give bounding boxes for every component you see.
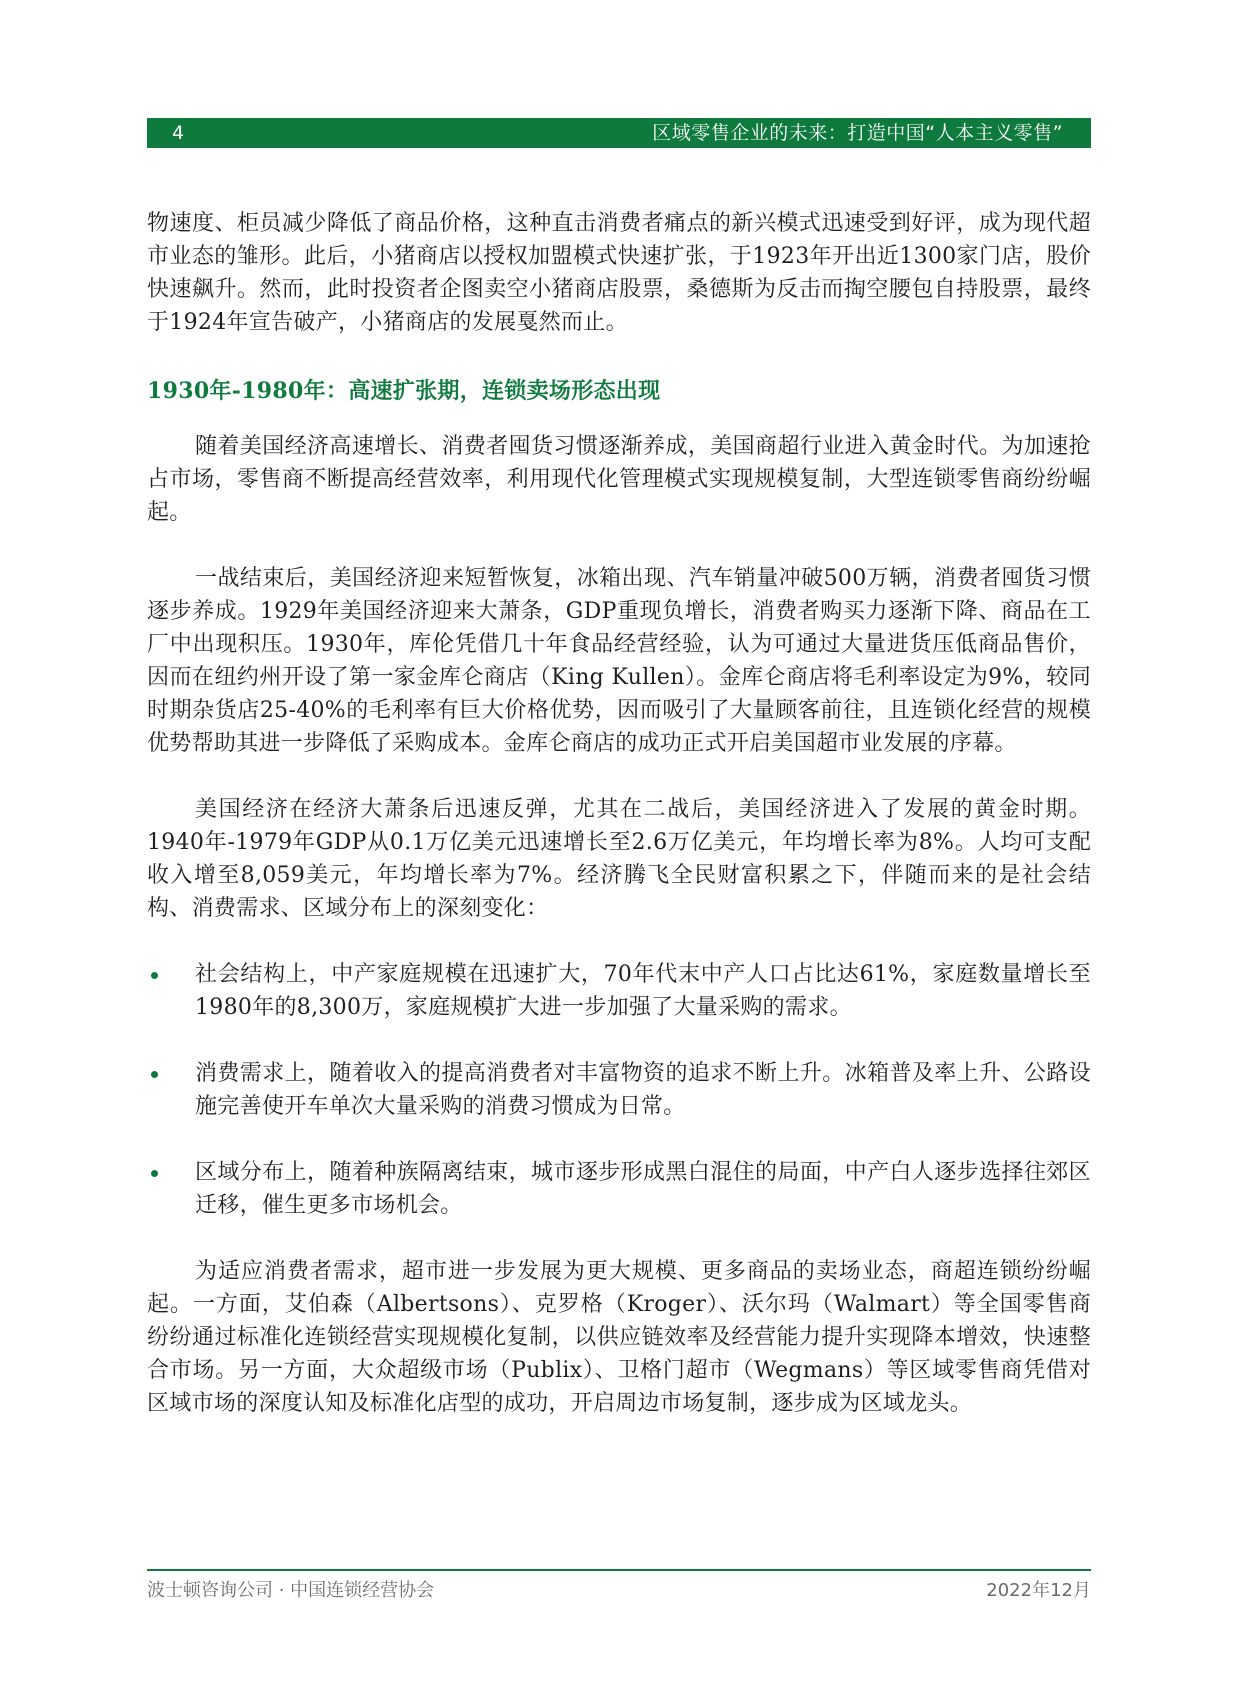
footer-divider [147, 1569, 1091, 1571]
document-title: 区域零售企业的未来：打造中国“人本主义零售” [652, 122, 1063, 144]
bullet-item-regional-distribution [147, 1156, 1091, 1222]
page-footer [147, 1576, 1091, 1606]
bullet-item-social-structure [147, 958, 1091, 1024]
bullet-list [147, 958, 1091, 1222]
paragraph-3: 美国经济在经济大萧条后迅速反弹，尤其在二战后，美国经济进入了发展的黄金时期。1940年-1979年GDP从0.1万亿美元迅速增长至2.6万亿美元，年均增长率为8%。人均可支配收入增至8,059美元，年均增长率为7%。经济腾飞全民财富积累之下，伴随而来的是社会结构、消费需求、区域分布上的深刻变化： [147, 797, 1091, 921]
bullet-item-consumer-demand [147, 1057, 1091, 1123]
page-header-bar [147, 118, 1091, 148]
paragraph-4: 为适应消费者需求，超市进一步发展为更大规模、更多商品的卖场业态，商超连锁纷纷崛起。一方面，艾伯森（Albertsons）、克罗格（Kroger）、沃尔玛（Walmart）等全国零售商纷纷通过标准化连锁经营实现规模化复制，以供应链效率及经营能力提升实现降本增效，快速整合市场。另一方面，大众超级市场（Publix）、卫格门超市（Wegmans）等区域零售商凭借对区域市场的深度认知及标准化店型的成功，开启周边市场复制，逐步成为区域龙头。 [147, 1259, 1091, 1416]
footer-date: 2022年12月 [986, 1580, 1091, 1601]
page-number: 4 [172, 122, 185, 144]
section-heading: 1930年-1980年：高速扩张期，连锁卖场形态出现 [147, 378, 661, 404]
bullet-text: 区域分布上，随着种族隔离结束，城市逐步形成黑白混住的局面，中产白人逐步选择往郊区迁移，催生更多市场机会。 [195, 1160, 1091, 1218]
bullet-dot-icon [151, 1071, 158, 1078]
main-content [147, 207, 1091, 1420]
bullet-text: 消费需求上，随着收入的提高消费者对丰富物资的追求不断上升。冰箱普及率上升、公路设施完善使开车单次大量采购的消费习惯成为日常。 [195, 1061, 1091, 1119]
continuation-paragraph: 物速度、柜员减少降低了商品价格，这种直击消费者痛点的新兴模式迅速受到好评，成为现代超市业态的雏形。此后，小猪商店以授权加盟模式快速扩张，于1923年开出近1300家门店，股价快速飙升。然而，此时投资者企图卖空小猪商店股票，桑德斯为反击而掏空腰包自持股票，最终于1924年宣告破产，小猪商店的发展戛然而止。 [147, 211, 1091, 335]
footer-publisher: 波士顿咨询公司 · 中国连锁经营协会 [147, 1580, 435, 1601]
paragraph-2: 一战结束后，美国经济迎来短暂恢复，冰箱出现、汽车销量冲破500万辆，消费者囤货习惯逐步养成。1929年美国经济迎来大萧条，GDP重现负增长，消费者购买力逐渐下降、商品在工厂中出现积压。1930年，库伦凭借几十年食品经营经验，认为可通过大量进货压低商品售价，因而在纽约州开设了第一家金库仑商店（King Kullen）。金库仑商店将毛利率设定为9%，较同时期杂货店25-40%的毛利率有巨大价格优势，因而吸引了大量顾客前往，且连锁化经营的规模优势帮助其进一步降低了采购成本。金库仑商店的成功正式开启美国超市业发展的序幕。 [147, 566, 1091, 756]
bullet-dot-icon [151, 1170, 158, 1177]
paragraph-1: 随着美国经济高速增长、消费者囤货习惯逐渐养成，美国商超行业进入黄金时代。为加速抢占市场，零售商不断提高经营效率，利用现代化管理模式实现规模复制，大型连锁零售商纷纷崛起。 [147, 434, 1091, 525]
bullet-text: 社会结构上，中产家庭规模在迅速扩大，70年代末中产人口占比达61%，家庭数量增长至1980年的8,300万，家庭规模扩大进一步加强了大量采购的需求。 [195, 962, 1091, 1020]
bullet-dot-icon [151, 972, 158, 979]
